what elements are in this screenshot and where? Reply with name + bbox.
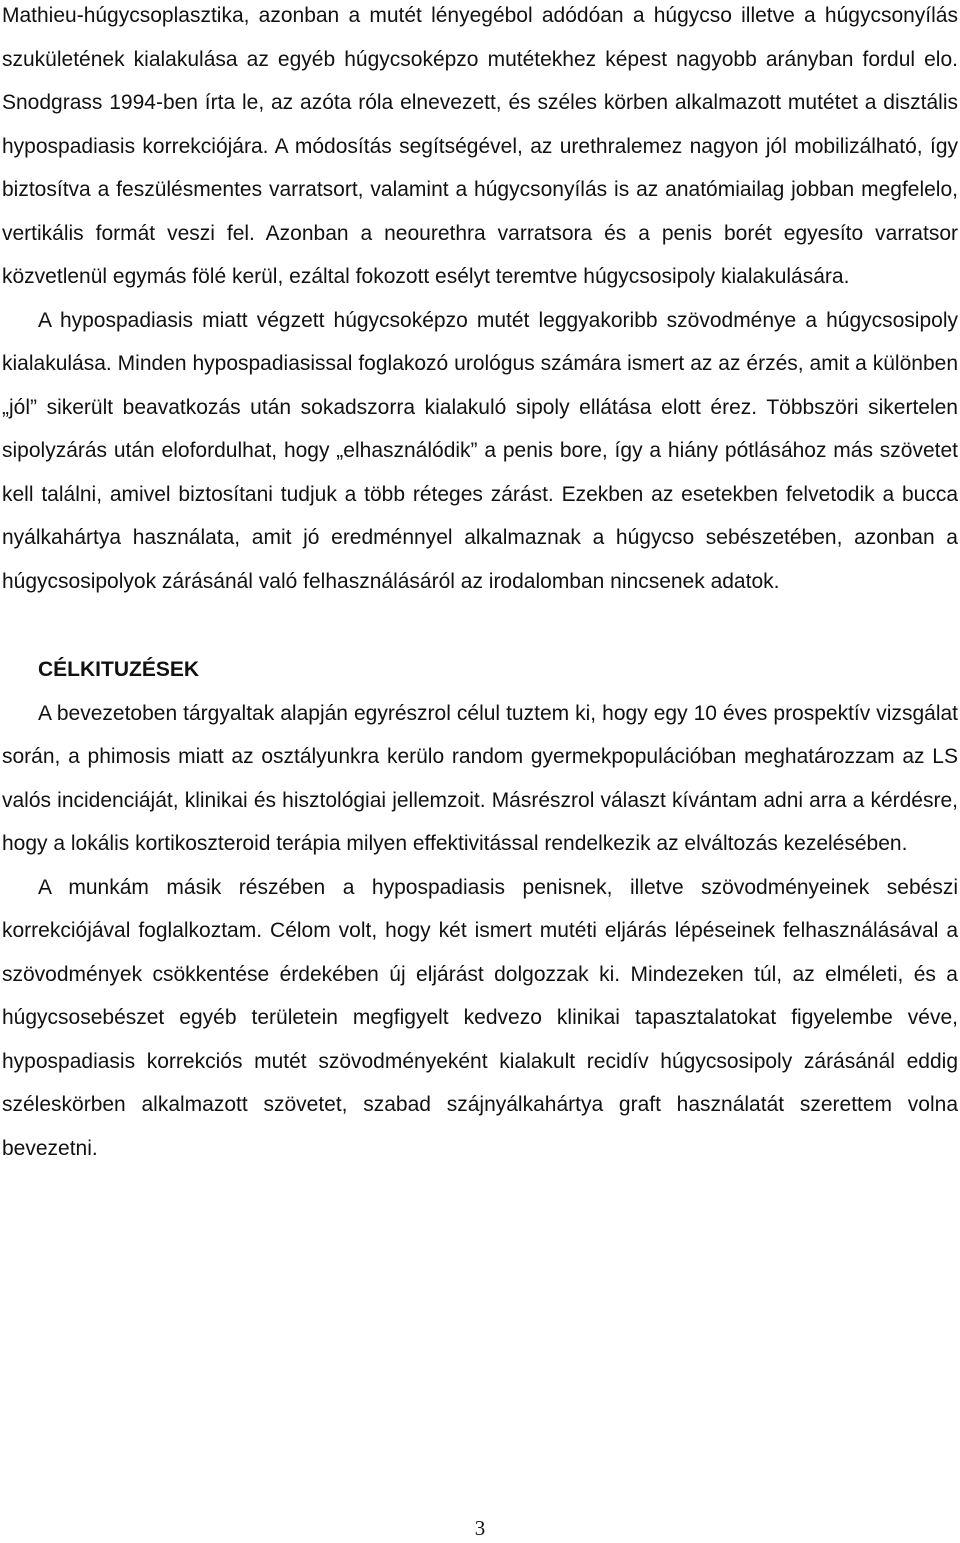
document-body: [2, 0, 958, 1170]
section-heading: CÉLKITUZÉSEK: [38, 658, 200, 681]
paragraph-intro-2: A hypospadiasis miatt végzett húgycsoképzo mutét leggyakoribb szövodménye a húgycsosipoly kialakulása. Minden hypospadiasissal foglakozó urológus számára ismert az az érzés, amit a különben „jól” sikerült beavatkozás után sokadszorra kialakuló sipoly ellátása elott érez. Többszöri sikertelen sipolyzárás után elofordulhat, hogy „elhasználódik” a penis bore, így a hiány pótlásához más szövetet kell találni, amivel biztosítani tudjuk a több réteges zárást. Ezekben az esetekben felvetodik a bucca nyálkahártya használata, amit jó eredménnyel alkalmaznak a húgycso sebészetében, azonban a húgycsosipolyok zárásánál való felhasználásáról az irodalomban nincsenek adatok.: [2, 308, 958, 593]
page-number: 3: [474, 1516, 486, 1540]
paragraph-objectives-1: A bevezetoben tárgyaltak alapján egyrészrol célul tuztem ki, hogy egy 10 éves prospektív vizsgálat során, a phimosis miatt az osztályunkra kerülo random gyermekpopulációban meghatározzam az LS valós incidenciáját, klinikai és hisztológiai jellemzoit. Másrészrol választ kívántam adni arra a kérdésre, hogy a lokális kortikoszteroid terápia milyen effektivitással rendelkezik az elváltozás kezelésében.: [2, 701, 958, 855]
paragraph-intro-1: Mathieu-húgycsoplasztika, azonban a mutét lényegébol adódóan a húgycso illetve a húgycsonyílás szukületének kialakulása az egyéb húgycsoképzo mutétekhez képest nagyobb arányban fordul elo. Snodgrass 1994-ben írta le, az azóta róla elnevezett, és széles körben alkalmazott mutétet a disztális hypospadiasis korrekciójára. A módosítás segítségével, az urethralemez nagyon jól mobilizálható, így biztosítva a feszülésmentes varratsort, valamint a húgycsonyílás is az anatómiailag jobban megfelelo, vertikális formát veszi fel. Azonban a neourethra varratsora és a penis borét egyesíto varratsor közvetlenül egymás fölé kerül, ezáltal fokozott esélyt teremtve húgycsosipoly kialakulására.: [2, 4, 958, 288]
paragraph-objectives-2: A munkám másik részében a hypospadiasis penisnek, illetve szövodményeinek sebészi korrekciójával foglalkoztam. Célom volt, hogy két ismert mutéti eljárás lépéseinek felhasználásával a szövodmények csökkentése érdekében új eljárást dolgozzak ki. Mindezeken túl, az elméleti, és a húgycsosebészet egyéb területein megfigyelt kedvezo klinikai tapasztalatokat figyelembe véve, hypospadiasis korrekciós mutét szövodményeként kialakult recidív húgycsosipoly zárásánál eddig széleskörben alkalmazott szövetet, szabad szájnyálkahártya graft használatát szerettem volna bevezetni.: [2, 875, 958, 1160]
